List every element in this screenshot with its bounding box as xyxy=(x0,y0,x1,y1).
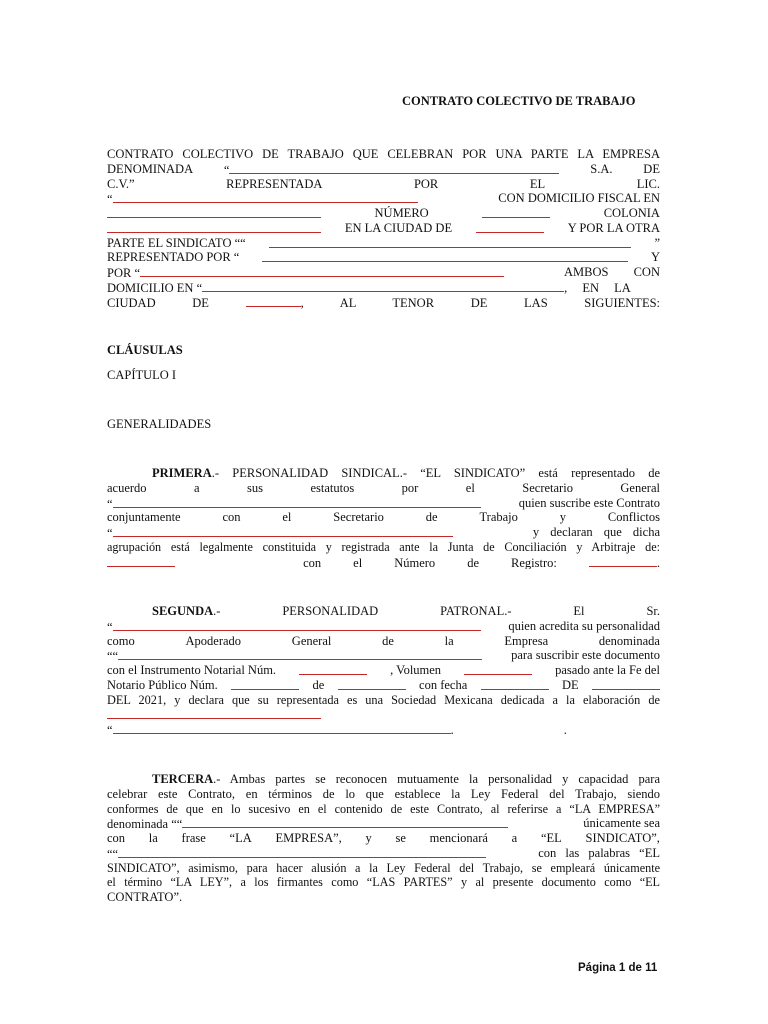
blank-line xyxy=(299,663,367,675)
blank-line xyxy=(107,555,175,567)
text-line: EN LA CIUDAD DE Y POR LA OTRA xyxy=(107,221,660,236)
text-line: con el Número de Registro: . xyxy=(107,555,660,570)
text-line: “ CON DOMICILIO FISCAL EN xyxy=(107,191,660,206)
chapter-heading: CAPÍTULO I xyxy=(107,368,177,382)
blank-line xyxy=(481,678,549,690)
clause-segunda xyxy=(107,604,660,737)
text-line: TERCERA .- Ambas partes se reconocen mutuamente la personalidad y capacidad para xyxy=(152,772,660,786)
preamble-paragraph xyxy=(107,147,660,309)
text-line: “ . . xyxy=(107,723,567,737)
text-line xyxy=(107,707,660,722)
text-line: el término “LA LEY”, a los firmantes como “LAS PARTES” y al presente documento como “EL xyxy=(107,875,660,890)
text-line: “ quien acredita su personalidad xyxy=(107,618,660,634)
text-line: denominada ““ únicamente sea xyxy=(107,816,660,831)
clausulas-heading: CLÁUSULAS xyxy=(107,343,183,357)
text-line: PRIMERA .- PERSONALIDAD SINDICAL.- “EL SINDICATO” está representado de xyxy=(152,466,660,480)
text-line: conformes de que en lo sucesivo en el contenido de este Contrato, al referirse a “LA EMPRESA” xyxy=(107,801,660,816)
blank-line xyxy=(118,648,482,660)
document-title: CONTRATO COLECTIVO DE TRABAJO xyxy=(402,94,636,108)
blank-line xyxy=(338,678,406,690)
text-line: conjuntamente con el Secretario de Trabajo y Conflictos xyxy=(107,510,660,525)
page-number: Página 1 de 11 xyxy=(578,962,658,974)
text-line: con la frase “LA EMPRESA”, y se mencionará a “EL SINDICATO”, xyxy=(107,831,660,845)
blank-line xyxy=(113,525,453,537)
blank-line xyxy=(182,816,508,828)
blank-line xyxy=(107,707,321,719)
text-line: NÚMERO COLONIA xyxy=(107,206,660,221)
blank-line xyxy=(229,162,559,174)
blank-line xyxy=(262,250,628,262)
blank-line xyxy=(592,678,660,690)
text-line: acuerdo a sus estatutos por el Secretario General xyxy=(107,480,660,495)
text-line: DEL 2021, y declara que su representada es una Sociedad Mexicana dedicada a la elaboración de xyxy=(107,692,660,707)
text-line: ““ con las palabras “EL xyxy=(107,845,660,861)
text-line: “ y declaran que dicha xyxy=(107,525,660,540)
blank-line xyxy=(118,846,486,858)
blank-line xyxy=(464,663,532,675)
text-line: SEGUNDA .- PERSONALIDAD PATRONAL.- El Sr. xyxy=(152,604,660,618)
blank-line xyxy=(113,496,481,508)
text-line: DENOMINADA “ S.A. DE xyxy=(107,161,660,177)
clause-primera xyxy=(107,466,660,569)
text-line: CIUDAD DE , AL TENOR DE LAS SIGUIENTES: xyxy=(107,295,660,310)
blank-line xyxy=(269,236,631,248)
text-line: como Apoderado General de la Empresa denominada xyxy=(107,633,660,648)
blank-line xyxy=(231,678,299,690)
blank-line xyxy=(113,191,418,203)
blank-line xyxy=(482,206,550,218)
section-heading: GENERALIDADES xyxy=(107,417,212,431)
text-line: PARTE EL SINDICATO ““ ” xyxy=(107,235,660,250)
text-line: Notario Público Núm. de con fecha DE xyxy=(107,678,660,693)
clause-tercera xyxy=(107,772,660,905)
blank-line xyxy=(113,722,451,734)
blank-line xyxy=(246,295,301,307)
blank-line xyxy=(476,221,544,233)
text-line: C.V.” REPRESENTADA POR EL LIC. xyxy=(107,176,660,191)
blank-line xyxy=(202,280,564,292)
text-line: DOMICILIO EN “ , EN LA xyxy=(107,280,631,295)
blank-line xyxy=(107,206,321,218)
blank-line xyxy=(589,555,657,567)
blank-line xyxy=(140,265,504,277)
text-line: CONTRATO”. xyxy=(107,890,183,904)
text-line: agrupación está legalmente constituida y registrada ante la Junta de Conciliación y Arbitraje de: xyxy=(107,539,660,554)
text-line: “ quien suscribe este Contrato xyxy=(107,495,660,511)
text-line: con el Instrumento Notarial Núm. , Volumen pasado ante la Fe del xyxy=(107,663,660,677)
text-line: CONTRATO COLECTIVO DE TRABAJO QUE CELEBRAN POR UNA PARTE LA EMPRESA xyxy=(107,147,660,161)
text-line: ““ para suscribir este documento xyxy=(107,648,660,663)
text-line: REPRESENTADO POR “ Y xyxy=(107,250,660,265)
text-line: POR “ AMBOS CON xyxy=(107,265,660,280)
text-line: SINDICATO”, asimismo, para hacer alusión a la Ley Federal del Trabajo, se empleará únicamente xyxy=(107,860,660,875)
blank-line xyxy=(107,221,321,233)
blank-line xyxy=(113,619,481,631)
text-line: celebrar este Contrato, en términos de lo que establece la Ley Federal del Trabajo, siendo xyxy=(107,786,660,801)
